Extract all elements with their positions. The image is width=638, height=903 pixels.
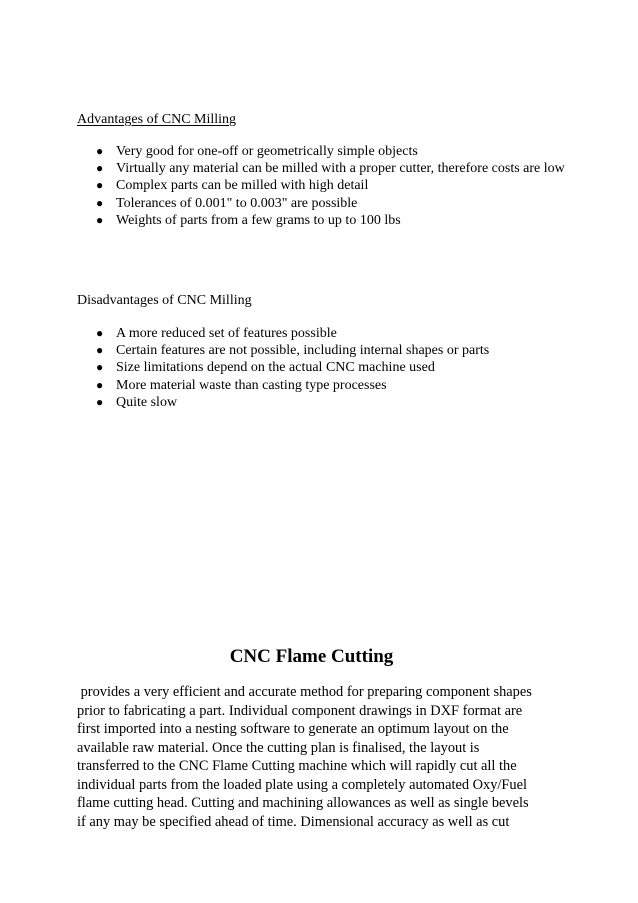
list-item xyxy=(96,394,566,411)
disadvantages-heading: Disadvantages of CNC Milling xyxy=(77,293,252,308)
list-item-text: Tolerances of 0.001" to 0.003" are possible xyxy=(116,195,358,211)
list-item-text: Virtually any material can be milled with a proper cutter, therefore costs are low xyxy=(116,161,565,177)
list-item xyxy=(96,342,566,359)
list-item xyxy=(96,177,566,194)
paragraph-line: if any may be specified ahead of time. Dimensional accuracy as well as cut xyxy=(77,813,510,830)
disadvantages-list xyxy=(96,325,566,411)
list-item-text: Certain features are not possible, including internal shapes or parts xyxy=(116,343,490,359)
list-item-text: Quite slow xyxy=(116,394,178,410)
bullet-icon: ● xyxy=(96,326,104,340)
list-item xyxy=(96,359,566,376)
bullet-icon: ● xyxy=(96,343,104,358)
section-title: CNC Flame Cutting xyxy=(229,646,394,667)
bullet-icon: ● xyxy=(96,377,104,392)
bullet-icon: ● xyxy=(96,394,104,409)
list-item-text: Very good for one-off or geometrically simple objects xyxy=(116,144,418,159)
paragraph-line: flame cutting head. Cutting and machining allowances as well as single bevels xyxy=(77,795,529,811)
list-item-text: A more reduced set of features possible xyxy=(116,326,337,341)
paragraph-line: transferred to the CNC Flame Cutting machine which will rapidly cut all the xyxy=(77,758,517,774)
bullet-icon: ● xyxy=(96,178,104,193)
list-item xyxy=(96,325,566,342)
bullet-icon: ● xyxy=(96,212,104,227)
list-item xyxy=(96,377,566,394)
bullet-icon: ● xyxy=(96,161,104,176)
paragraph-line: available raw material. Once the cutting plan is finalised, the layout is xyxy=(77,739,480,756)
list-item-text: Size limitations depend on the actual CNC machine used xyxy=(116,360,435,376)
paragraph-line: individual parts from the loaded plate using a completely automated Oxy/Fuel xyxy=(77,776,527,793)
list-item xyxy=(96,195,566,212)
bullet-icon: ● xyxy=(96,360,104,375)
paragraph-line: prior to fabricating a part. Individual component drawings in DXF format are xyxy=(77,702,523,719)
list-item-text: More material waste than casting type processes xyxy=(116,377,387,393)
list-item-text: Weights of parts from a few grams to up to 100 lbs xyxy=(116,212,401,228)
bullet-icon: ● xyxy=(96,195,104,210)
body-paragraph xyxy=(77,683,557,831)
paragraph-line: provides a very efficient and accurate method for preparing component shapes xyxy=(77,684,532,700)
advantages-list xyxy=(96,143,566,229)
bullet-icon: ● xyxy=(96,144,104,158)
list-item xyxy=(96,160,566,177)
list-item-text: Complex parts can be milled with high detail xyxy=(116,178,369,194)
advantages-heading: Advantages of CNC Milling xyxy=(77,112,237,127)
list-item xyxy=(96,212,566,229)
paragraph-line: first imported into a nesting software to generate an optimum layout on the xyxy=(77,721,509,737)
list-item xyxy=(96,143,566,160)
